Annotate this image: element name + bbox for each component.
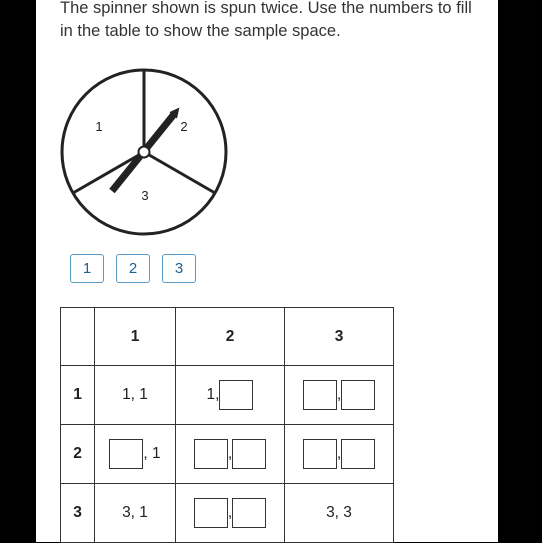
cell-r2c2	[176, 425, 285, 484]
row-header-3: 3	[61, 484, 95, 543]
col-header-1: 1	[95, 308, 176, 366]
cell-r2c1-suffix: , 1	[143, 445, 161, 462]
spinner-label-2: 2	[180, 119, 188, 134]
cell-r1c2	[176, 366, 285, 425]
number-tile-3[interactable]: 3	[162, 254, 196, 283]
drop-box-r2c2-second[interactable]	[232, 439, 266, 469]
number-tile-1[interactable]: 1	[70, 254, 104, 283]
cell-r1c2-prefix: 1,	[206, 386, 220, 403]
drop-box-r2c2-first[interactable]	[194, 439, 228, 469]
drop-box-r2c3-first[interactable]	[303, 439, 337, 469]
cell-r3c3: 3, 3	[285, 484, 394, 543]
drop-box-r1c3-second[interactable]	[341, 380, 375, 410]
comma-separator: ,	[227, 504, 233, 521]
comma-separator: ,	[336, 445, 342, 462]
row-header-2: 2	[61, 425, 95, 484]
cell-r2c1	[95, 425, 176, 484]
drop-box-r3c2-second[interactable]	[232, 498, 266, 528]
spinner	[58, 66, 230, 238]
col-header-2: 2	[176, 308, 285, 366]
number-tile-2[interactable]: 2	[116, 254, 150, 283]
spinner-label-3: 3	[141, 188, 149, 203]
drop-box-r2c1-first[interactable]	[109, 439, 143, 469]
cell-r1c1: 1, 1	[95, 366, 176, 425]
comma-separator: ,	[336, 386, 342, 403]
sample-space-table	[60, 307, 394, 543]
cell-r3c2	[176, 484, 285, 543]
cell-r2c3	[285, 425, 394, 484]
drop-box-r2c3-second[interactable]	[341, 439, 375, 469]
drop-box-r1c2-second[interactable]	[219, 380, 253, 410]
table-row-3	[61, 484, 394, 543]
spinner-pivot	[139, 147, 150, 158]
row-header-1: 1	[61, 366, 95, 425]
cell-r1c3	[285, 366, 394, 425]
col-header-3: 3	[285, 308, 394, 366]
question-prompt: The spinner shown is spun twice. Use the numbers to fill in the table to show the sample space.	[60, 0, 472, 40]
cell-r3c1: 3, 1	[95, 484, 176, 543]
drop-box-r1c3-first[interactable]	[303, 380, 337, 410]
table-row-2	[61, 425, 394, 484]
drop-box-r3c2-first[interactable]	[194, 498, 228, 528]
table-row-1	[61, 366, 394, 425]
spinner-label-1: 1	[95, 119, 103, 134]
table-header-row	[61, 308, 394, 366]
comma-separator: ,	[227, 445, 233, 462]
corner-cell	[61, 308, 95, 366]
